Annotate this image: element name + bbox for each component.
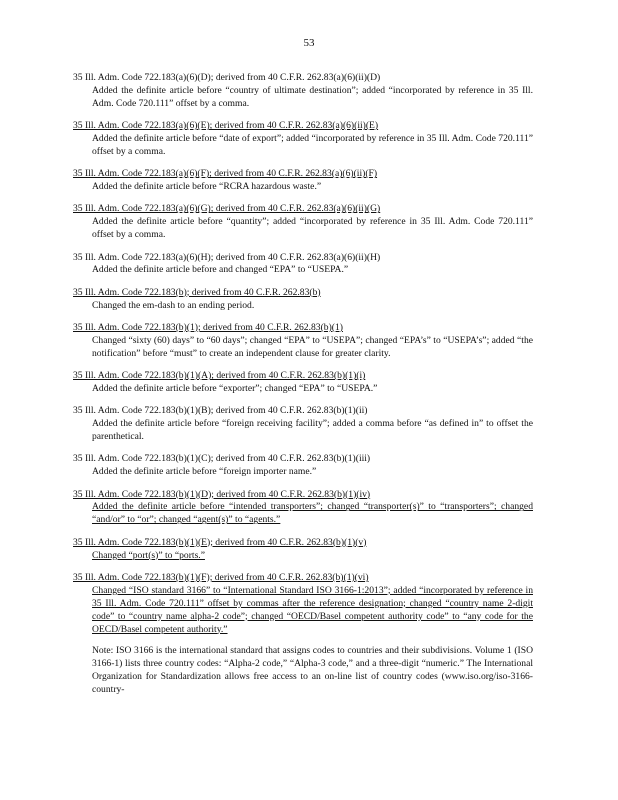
entry-heading: 35 Ill. Adm. Code 722.183(b)(1)(E); derived from 40 C.F.R. 262.83(b)(1)(v) xyxy=(73,536,367,548)
entry xyxy=(73,120,533,159)
entry-note: Note: ISO 3166 is the international standard that assigns codes to countries and their subdivisions. Volume 1 (ISO 3166-1) lists three country codes: “Alpha-2 code,” “Alpha-3 code,” and a three-digit “numeric.” The International Organization for Standardization allows free access to an on-line list of country codes (www.iso.org/iso-3166-country- xyxy=(92,645,533,696)
entry-body: Added the definite article before “country of ultimate destination”; added “incorporated by reference in 35 Ill. Adm. Code 720.111” offset by a comma. xyxy=(92,84,533,109)
entry-body: Added the definite article before “exporter”; changed “EPA” to “USEPA.” xyxy=(92,382,378,394)
entry xyxy=(73,322,533,361)
entry-heading: 35 Ill. Adm. Code 722.183(b)(1)(F); derived from 40 C.F.R. 262.83(b)(1)(vi) xyxy=(73,571,369,583)
entry xyxy=(73,252,533,278)
entry-body: Added the definite article before “date of export”; added “incorporated by reference in 35 Ill. Adm. Code 720.111” offset by a comma. xyxy=(92,133,533,157)
entry-body: Changed “sixty (60) days” to “60 days”; changed “EPA” to “USEPA”; changed “EPA’s” to “USEPA’s”; added “the notification” before “must” to create an independent clause for greater clarity. xyxy=(92,334,533,359)
entry-heading: 35 Ill. Adm. Code 722.183(a)(6)(H); derived from 40 C.F.R. 262.83(a)(6)(ii)(H) xyxy=(73,251,381,263)
entry-body: Changed “port(s)” to “ports.” xyxy=(92,549,205,561)
entry-body: Changed the em-dash to an ending period. xyxy=(92,299,255,311)
entry-heading: 35 Ill. Adm. Code 722.183(a)(6)(D); derived from 40 C.F.R. 262.83(a)(6)(ii)(D) xyxy=(73,72,381,83)
entry xyxy=(73,72,533,111)
entry xyxy=(73,370,533,396)
entry xyxy=(73,572,533,697)
entry-body: Added the definite article before “foreign importer name.” xyxy=(92,466,317,478)
page-number: 53 xyxy=(303,37,315,49)
entry xyxy=(73,489,533,528)
entry-heading: 35 Ill. Adm. Code 722.183(b)(1); derived from 40 C.F.R. 262.83(b)(1) xyxy=(73,321,343,333)
entry xyxy=(73,405,533,444)
entry-heading: 35 Ill. Adm. Code 722.183(a)(6)(E); derived from 40 C.F.R. 262.83(a)(6)(ii)(E) xyxy=(73,120,379,132)
entry-heading: 35 Ill. Adm. Code 722.183(b); derived from 40 C.F.R. 262.83(b) xyxy=(73,286,321,298)
entry xyxy=(73,453,533,479)
entry-heading: 35 Ill. Adm. Code 722.183(b)(1)(B); derived from 40 C.F.R. 262.83(b)(1)(ii) xyxy=(73,405,368,417)
entry xyxy=(73,168,533,194)
entry-heading: 35 Ill. Adm. Code 722.183(a)(6)(F); derived from 40 C.F.R. 262.83(a)(6)(ii)(F) xyxy=(73,168,378,180)
entry-body: Added the definite article before “intended transporters”; changed “transporter(s)” to “transporters”; changed “and/or” to “or”; changed “agent(s)” to “agents.” xyxy=(92,501,533,526)
entry-heading: 35 Ill. Adm. Code 722.183(a)(6)(G); derived from 40 C.F.R. 262.83(a)(6)(ii)(G) xyxy=(73,203,381,215)
document-body xyxy=(73,72,533,706)
entry-body: Added the definite article before and changed “EPA” to “USEPA.” xyxy=(92,264,349,276)
entry xyxy=(73,287,533,313)
entry-body: Added the definite article before “foreign receiving facility”; added a comma before “as defined in” to offset the parenthetical. xyxy=(92,418,533,443)
entry-body: Changed “ISO standard 3166” to “International Standard ISO 3166-1:2013”; added “incorporated by reference in 35 Ill. Adm. Code 720.111” offset by commas after the reference designation; changed “country name 2-digit code” to “country name alpha-2 code”; changed “OECD/Basel competent authority code” to “any code for the OECD/Basel competent authority.” xyxy=(92,584,533,635)
entry-body: Added the definite article before “quantity”; added “incorporated by reference in 35 Ill. Adm. Code 720.111” offset by a comma. xyxy=(92,216,533,241)
entry-heading: 35 Ill. Adm. Code 722.183(b)(1)(C); derived from 40 C.F.R. 262.83(b)(1)(iii) xyxy=(73,453,371,465)
entry xyxy=(73,537,533,563)
entry-heading: 35 Ill. Adm. Code 722.183(b)(1)(A); derived from 40 C.F.R. 262.83(b)(1)(i) xyxy=(73,370,366,382)
entry-heading: 35 Ill. Adm. Code 722.183(b)(1)(D); derived from 40 C.F.R. 262.83(b)(1)(iv) xyxy=(73,488,371,500)
entry xyxy=(73,203,533,242)
entry-body: Added the definite article before “RCRA hazardous waste.” xyxy=(92,181,322,193)
